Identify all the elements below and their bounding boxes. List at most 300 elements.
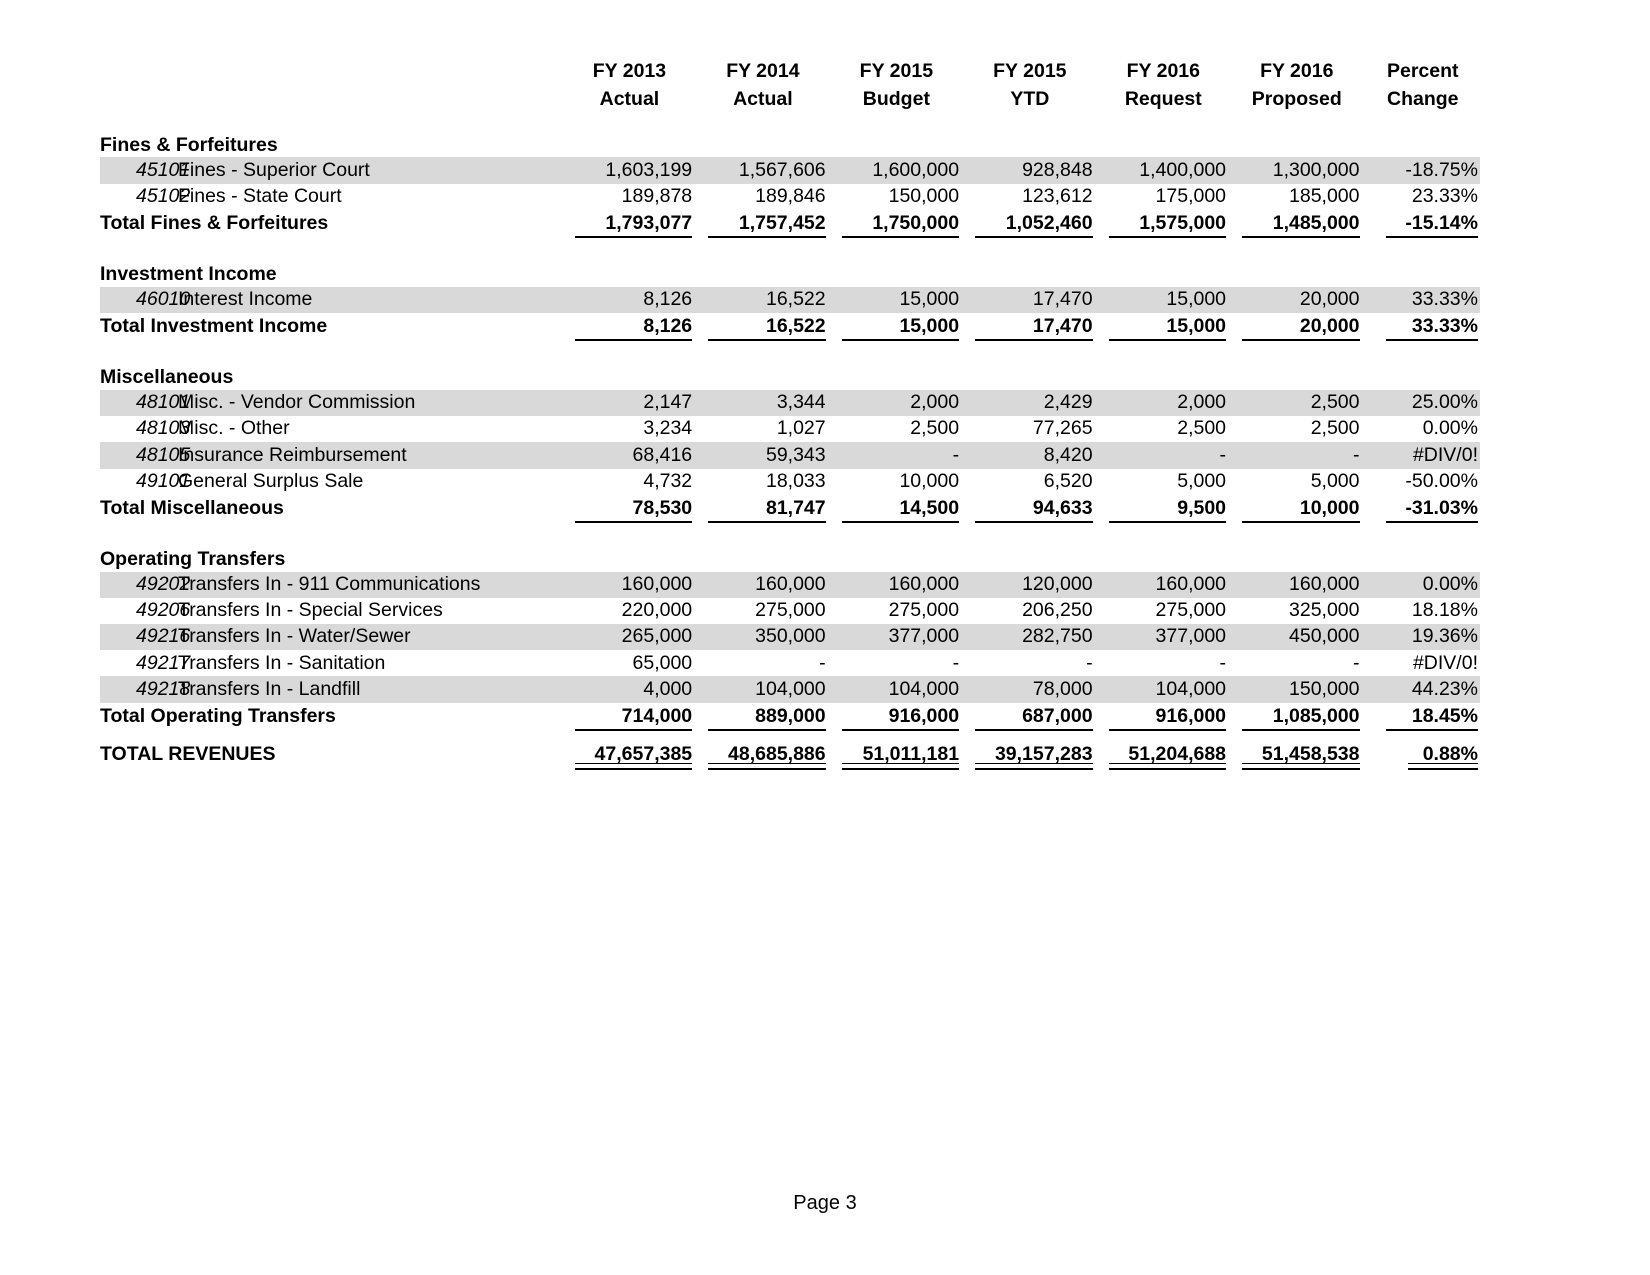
revenue-budget-table: [100, 58, 1480, 766]
cell-fy2014_actual: [700, 469, 833, 495]
cell-value: 78,530: [632, 496, 693, 519]
account-number: 49101: [136, 469, 191, 492]
total-underline: [575, 339, 692, 341]
cell-value: 220,000: [621, 599, 693, 622]
section-total-row: [100, 703, 1480, 731]
grand-total-cell-fy2016_request: [1101, 731, 1234, 766]
cell-percent-change: [1368, 287, 1481, 313]
section-heading-blank: [834, 358, 967, 390]
cell-value: 5,000: [1310, 469, 1360, 492]
cell-value: 1,575,000: [1139, 212, 1227, 234]
cell-fy2016_request: [1101, 416, 1234, 442]
cell-value: 104,000: [755, 677, 826, 700]
total-cell-fy2014_actual: [700, 313, 833, 341]
cell-value: 4,732: [643, 469, 693, 492]
total-cell-fy2015_budget: [834, 495, 967, 523]
total-cell-fy2016_request: [1101, 703, 1234, 731]
cell-fy2013_actual: [567, 184, 700, 210]
grand-total-row: [100, 731, 1480, 766]
account-description: Fines - State Court: [178, 184, 342, 207]
column-header-line1: Percent: [1386, 60, 1459, 82]
row-label-cell: [100, 157, 567, 183]
cell-value: 325,000: [1289, 599, 1360, 622]
cell-value: 18.18%: [1411, 599, 1478, 622]
total-cell-fy2016_proposed: [1234, 210, 1367, 238]
total-underline: [708, 236, 825, 238]
total-underline: [575, 763, 692, 770]
row-label-cell: [100, 469, 567, 495]
row-label-cell: [100, 184, 567, 210]
section-heading-blank: [834, 125, 967, 157]
total-cell-fy2016_proposed: [1234, 703, 1367, 731]
account-description: Transfers In - Water/Sewer: [178, 625, 411, 648]
total-underline: [708, 339, 825, 341]
cell-value: 10,000: [1299, 496, 1360, 519]
cell-value: 185,000: [1289, 184, 1360, 207]
table-row: [100, 157, 1480, 183]
total-underline: [1109, 763, 1226, 770]
cell-value: 1,485,000: [1272, 212, 1360, 234]
cell-value: 6,520: [1043, 469, 1093, 492]
cell-value: 65,000: [632, 651, 693, 674]
cell-value: 123,612: [1022, 184, 1093, 207]
section-heading-blank: [1368, 125, 1481, 157]
column-header-line1: FY 2016: [1260, 60, 1334, 82]
section-separator-row: [100, 238, 1480, 255]
cell-fy2016_request: [1101, 469, 1234, 495]
total-underline: [1109, 521, 1226, 523]
cell-value: 150,000: [1289, 677, 1360, 700]
section-heading-blank: [567, 358, 700, 390]
total-cell-fy2014_actual: [700, 495, 833, 523]
cell-value: 15,000: [1166, 288, 1227, 311]
cell-value: 18,033: [765, 469, 826, 492]
account-number: 45102: [136, 184, 191, 207]
section-heading-row: [100, 125, 1480, 157]
column-header-fy2014_actual: [700, 58, 833, 113]
total-cell-fy2016_proposed: [1234, 313, 1367, 341]
account-number: 48103: [136, 417, 191, 440]
total-underline: [1386, 236, 1479, 238]
account-description: Transfers In - 911 Communications: [178, 573, 481, 596]
cell-fy2015_budget: [834, 442, 967, 468]
grand-total-cell-fy2015_budget: [834, 731, 967, 766]
total-underline: [842, 521, 959, 523]
cell-value: 1,603,199: [605, 158, 693, 181]
row-label-cell: [100, 598, 567, 624]
total-cell-percent-change: [1368, 313, 1481, 341]
cell-percent-change: [1368, 469, 1481, 495]
total-cell-fy2015_budget: [834, 703, 967, 731]
cell-value: -15.14%: [1405, 212, 1478, 234]
cell-value: 160,000: [888, 573, 960, 596]
account-description: Misc. - Other: [178, 417, 290, 440]
grand-total-cell-fy2014_actual: [700, 731, 833, 766]
cell-value: 350,000: [755, 625, 826, 648]
cell-fy2016_proposed: [1234, 598, 1367, 624]
cell-value: 687,000: [1022, 704, 1093, 727]
cell-value: 77,265: [1032, 417, 1093, 440]
total-underline: [975, 339, 1092, 341]
cell-fy2013_actual: [567, 287, 700, 313]
cell-value: 175,000: [1155, 184, 1227, 207]
cell-value: -: [1086, 651, 1093, 674]
total-cell-fy2015_ytd: [967, 495, 1100, 523]
cell-percent-change: [1368, 598, 1481, 624]
cell-value: 15,000: [899, 315, 960, 338]
cell-fy2014_actual: [700, 650, 833, 676]
cell-percent-change: [1368, 157, 1481, 183]
table-row: [100, 416, 1480, 442]
cell-value: 206,250: [1022, 599, 1093, 622]
row-label-cell: [100, 416, 567, 442]
column-header-line2: Budget: [862, 87, 930, 110]
cell-fy2016_proposed: [1234, 416, 1367, 442]
section-heading-blank: [1101, 540, 1234, 572]
cell-value: 265,000: [621, 625, 693, 648]
cell-fy2016_proposed: [1234, 572, 1367, 598]
cell-fy2015_ytd: [967, 184, 1100, 210]
cell-value: 16,522: [765, 288, 826, 311]
cell-fy2014_actual: [700, 598, 833, 624]
section-total-row: [100, 495, 1480, 523]
account-number: 49217: [136, 651, 191, 674]
cell-value: 8,126: [643, 288, 693, 311]
section-separator: [100, 238, 1480, 255]
total-cell-fy2015_budget: [834, 210, 967, 238]
account-description: Interest Income: [178, 288, 313, 311]
cell-value: 275,000: [888, 599, 960, 622]
cell-fy2013_actual: [567, 390, 700, 416]
total-underline: [1386, 339, 1479, 341]
cell-value: 1,052,460: [1005, 212, 1093, 234]
cell-value: 10,000: [899, 469, 960, 492]
total-underline: [842, 763, 959, 770]
cell-value: 160,000: [1155, 573, 1227, 596]
section-separator: [100, 341, 1480, 358]
cell-value: 377,000: [888, 625, 960, 648]
cell-fy2016_proposed: [1234, 469, 1367, 495]
column-header-fy2015_ytd: [967, 58, 1100, 113]
cell-value: 15,000: [899, 288, 960, 311]
cell-fy2016_proposed: [1234, 184, 1367, 210]
table-row: [100, 572, 1480, 598]
account-description: Fines - Superior Court: [178, 158, 370, 181]
section-heading-blank: [834, 255, 967, 287]
total-cell-fy2016_request: [1101, 210, 1234, 238]
cell-fy2016_proposed: [1234, 390, 1367, 416]
cell-fy2015_budget: [834, 390, 967, 416]
cell-value: -: [1353, 443, 1360, 466]
cell-value: 94,633: [1032, 496, 1093, 519]
section-separator: [100, 523, 1480, 540]
cell-value: 51,204,688: [1128, 743, 1227, 766]
grand-total-cell-fy2016_proposed: [1234, 731, 1367, 766]
page-footer: Page 3: [793, 1192, 857, 1214]
cell-value: 33.33%: [1411, 315, 1478, 338]
total-cell-fy2013_actual: [567, 313, 700, 341]
cell-fy2015_budget: [834, 184, 967, 210]
section-total-label: Total Fines & Forfeitures: [100, 212, 329, 234]
cell-value: 51,011,181: [862, 743, 960, 766]
cell-value: 2,000: [1177, 391, 1227, 414]
cell-value: 16,522: [765, 315, 826, 338]
total-underline: [575, 521, 692, 523]
cell-value: -: [952, 443, 960, 466]
section-heading-blank: [1234, 540, 1367, 572]
section-heading-blank: [1234, 125, 1367, 157]
account-number: 49206: [136, 599, 191, 622]
section-heading-blank: [1101, 358, 1234, 390]
table-header: [100, 58, 1480, 125]
cell-value: 275,000: [1155, 599, 1227, 622]
section-total-row: [100, 313, 1480, 341]
cell-fy2014_actual: [700, 416, 833, 442]
cell-value: 20,000: [1299, 315, 1360, 338]
cell-value: 8,126: [643, 315, 693, 338]
account-number: 49218: [136, 677, 191, 700]
total-cell-percent-change: [1368, 210, 1481, 238]
cell-percent-change: [1368, 676, 1481, 702]
column-header-line1: FY 2014: [726, 60, 800, 82]
total-cell-fy2016_request: [1101, 313, 1234, 341]
table-row: [100, 184, 1480, 210]
cell-value: 2,429: [1043, 391, 1093, 414]
cell-value: 1,793,077: [605, 212, 693, 234]
total-underline: [975, 763, 1092, 770]
cell-value: 1,300,000: [1272, 158, 1360, 181]
total-cell-fy2015_ytd: [967, 703, 1100, 731]
section-heading-blank: [567, 125, 700, 157]
section-heading-blank: [1101, 255, 1234, 287]
section-heading-blank: [1368, 540, 1481, 572]
column-header-line2: YTD: [1010, 87, 1050, 110]
cell-value: 39,157,283: [994, 743, 1093, 766]
cell-value: 2,500: [1310, 391, 1360, 414]
cell-value: 714,000: [621, 704, 693, 727]
cell-fy2014_actual: [700, 184, 833, 210]
cell-value: -: [819, 651, 826, 674]
cell-percent-change: [1368, 442, 1481, 468]
total-underline: [1408, 763, 1479, 770]
budget-sheet: [100, 58, 1480, 766]
section-heading-blank: [1368, 255, 1481, 287]
cell-fy2013_actual: [567, 442, 700, 468]
table-row: [100, 442, 1480, 468]
section-heading-blank: [967, 125, 1100, 157]
cell-fy2013_actual: [567, 157, 700, 183]
table-row: [100, 469, 1480, 495]
cell-fy2015_ytd: [967, 157, 1100, 183]
cell-value: -18.75%: [1405, 158, 1478, 181]
cell-percent-change: [1368, 416, 1481, 442]
table-row: [100, 676, 1480, 702]
account-description: Insurance Reimbursement: [178, 443, 407, 466]
cell-fy2015_budget: [834, 416, 967, 442]
account-description: General Surplus Sale: [178, 469, 364, 492]
header-spacer: [100, 113, 1480, 125]
row-label-cell: [100, 650, 567, 676]
cell-value: -50.00%: [1405, 469, 1478, 492]
cell-fy2015_ytd: [967, 572, 1100, 598]
total-cell-fy2016_proposed: [1234, 495, 1367, 523]
grand-total-cell-fy2013_actual: [567, 731, 700, 766]
cell-fy2016_proposed: [1234, 287, 1367, 313]
cell-value: 150,000: [888, 184, 960, 207]
cell-value: 377,000: [1155, 625, 1227, 648]
total-underline: [975, 236, 1092, 238]
cell-percent-change: [1368, 650, 1481, 676]
cell-percent-change: [1368, 184, 1481, 210]
account-description: Misc. - Vendor Commission: [178, 391, 416, 414]
cell-fy2016_request: [1101, 572, 1234, 598]
cell-value: 160,000: [621, 573, 693, 596]
account-number: 49202: [136, 573, 191, 596]
cell-value: 1,567,606: [738, 158, 826, 181]
cell-value: 104,000: [1155, 677, 1227, 700]
cell-fy2015_budget: [834, 469, 967, 495]
cell-fy2016_proposed: [1234, 676, 1367, 702]
cell-fy2016_request: [1101, 287, 1234, 313]
cell-fy2014_actual: [700, 572, 833, 598]
cell-fy2014_actual: [700, 157, 833, 183]
cell-value: 51,458,538: [1261, 743, 1360, 766]
cell-value: 916,000: [1155, 704, 1227, 727]
cell-percent-change: [1368, 624, 1481, 650]
cell-value: 889,000: [755, 704, 826, 727]
column-header-line2: Proposed: [1251, 87, 1342, 110]
cell-value: 44.23%: [1411, 677, 1478, 700]
cell-fy2016_request: [1101, 598, 1234, 624]
total-underline: [575, 236, 692, 238]
table-body: [100, 125, 1480, 765]
cell-value: 0.00%: [1422, 573, 1478, 596]
cell-percent-change: [1368, 390, 1481, 416]
total-underline: [842, 236, 959, 238]
section-heading-blank: [567, 540, 700, 572]
cell-fy2015_budget: [834, 676, 967, 702]
column-header-line1: FY 2015: [859, 60, 934, 82]
cell-value: 1,750,000: [872, 212, 960, 234]
section-heading: Fines & Forfeitures: [100, 133, 278, 156]
cell-value: 0.88%: [1422, 743, 1478, 766]
cell-value: #DIV/0!: [1412, 651, 1478, 674]
section-heading-blank: [1234, 358, 1367, 390]
cell-value: 14,500: [899, 496, 960, 519]
cell-fy2014_actual: [700, 676, 833, 702]
total-cell-fy2013_actual: [567, 210, 700, 238]
account-number: 49216: [136, 625, 191, 648]
cell-fy2015_budget: [834, 624, 967, 650]
cell-value: 282,750: [1022, 625, 1093, 648]
section-heading: Investment Income: [100, 263, 277, 286]
cell-value: 15,000: [1166, 315, 1227, 338]
cell-value: 275,000: [755, 599, 826, 622]
cell-value: 19.36%: [1411, 625, 1478, 648]
column-header-line2: Request: [1124, 87, 1202, 110]
cell-fy2016_request: [1101, 157, 1234, 183]
cell-value: 1,400,000: [1139, 158, 1227, 181]
total-cell-fy2015_ytd: [967, 313, 1100, 341]
cell-value: 2,000: [910, 391, 960, 414]
total-cell-fy2015_budget: [834, 313, 967, 341]
row-label-cell: [100, 287, 567, 313]
column-header-line2: Actual: [733, 87, 793, 110]
cell-fy2014_actual: [700, 624, 833, 650]
column-header-label: [100, 58, 567, 113]
total-cell-fy2015_ytd: [967, 210, 1100, 238]
cell-fy2016_request: [1101, 442, 1234, 468]
cell-fy2014_actual: [700, 390, 833, 416]
account-number: 46010: [136, 288, 191, 311]
cell-fy2015_ytd: [967, 650, 1100, 676]
cell-fy2013_actual: [567, 416, 700, 442]
cell-value: 1,027: [776, 417, 826, 440]
cell-fy2016_request: [1101, 676, 1234, 702]
total-underline: [975, 521, 1092, 523]
cell-value: 450,000: [1289, 625, 1360, 648]
column-header-line2: Actual: [599, 87, 660, 110]
cell-value: 8,420: [1043, 443, 1093, 466]
cell-fy2016_proposed: [1234, 624, 1367, 650]
cell-fy2015_ytd: [967, 676, 1100, 702]
table-row: [100, 390, 1480, 416]
cell-value: 160,000: [1289, 573, 1360, 596]
cell-fy2014_actual: [700, 287, 833, 313]
cell-fy2015_budget: [834, 157, 967, 183]
cell-value: 47,657,385: [594, 743, 693, 766]
cell-value: #DIV/0!: [1412, 443, 1478, 466]
table-row: [100, 650, 1480, 676]
cell-fy2013_actual: [567, 676, 700, 702]
cell-value: 68,416: [632, 443, 693, 466]
column-header-line1: FY 2015: [993, 60, 1067, 82]
cell-value: 25.00%: [1411, 391, 1478, 414]
column-header-percent_change: [1368, 58, 1481, 113]
section-heading-blank: [700, 125, 833, 157]
cell-fy2015_budget: [834, 650, 967, 676]
total-cell-fy2016_request: [1101, 495, 1234, 523]
row-label-cell: [100, 572, 567, 598]
cell-fy2013_actual: [567, 572, 700, 598]
cell-fy2013_actual: [567, 469, 700, 495]
account-number: 48105: [136, 443, 191, 466]
total-underline: [1386, 521, 1479, 523]
cell-fy2016_proposed: [1234, 442, 1367, 468]
cell-value: 17,470: [1032, 288, 1093, 311]
column-header-fy2013_actual: [567, 58, 700, 113]
cell-value: 1,757,452: [738, 212, 826, 234]
cell-value: 2,500: [1310, 417, 1360, 440]
cell-value: 160,000: [755, 573, 826, 596]
section-heading-blank: [967, 358, 1100, 390]
section-heading-blank: [834, 540, 967, 572]
cell-fy2015_budget: [834, 572, 967, 598]
total-underline: [708, 521, 825, 523]
cell-value: -: [952, 651, 960, 674]
section-heading-row: [100, 358, 1480, 390]
cell-fy2015_budget: [834, 287, 967, 313]
cell-fy2016_proposed: [1234, 650, 1367, 676]
column-header-fy2016_request: [1101, 58, 1234, 113]
cell-value: 17,470: [1032, 315, 1093, 338]
column-header-line2: Change: [1386, 87, 1459, 110]
column-header-line1: FY 2013: [592, 60, 667, 82]
section-heading-blank: [1368, 358, 1481, 390]
section-heading-blank: [567, 255, 700, 287]
section-heading-blank: [1101, 125, 1234, 157]
cell-value: 189,846: [755, 184, 826, 207]
